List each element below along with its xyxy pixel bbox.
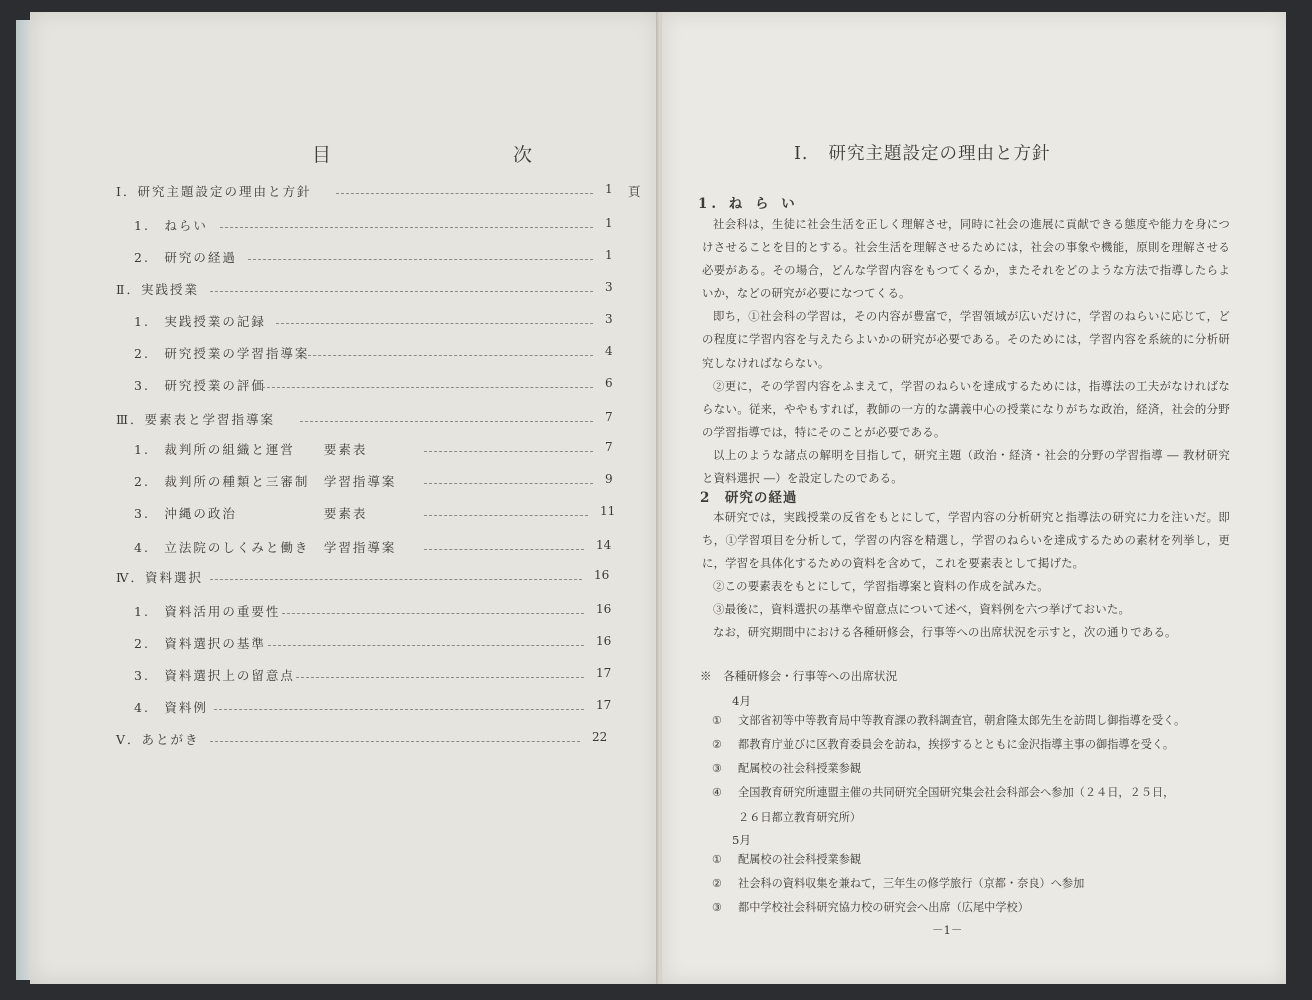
- toc-row: [134, 634, 674, 654]
- toc-page-number: 9: [605, 472, 613, 486]
- toc-leader-dots: [268, 645, 584, 646]
- toc-leader-dots: [210, 291, 593, 292]
- section-2-heading: 2 研究の経過: [700, 490, 798, 506]
- toc-label: 1. 実践授業の記録: [134, 314, 266, 329]
- toc-page-number: 1: [605, 248, 613, 262]
- list-item: [712, 872, 1084, 897]
- toc-page-number: 3: [605, 312, 613, 326]
- toc-leader-dots: [424, 515, 588, 516]
- toc-label: Ⅰ．研究主題設定の理由と方針: [116, 184, 312, 199]
- paragraph: 以上のような諸点の解明を目指して，研究主題（政治・経済・社会的分野の学習指導 ― 教材研究と資料選択 ―）を設定したのである。: [702, 447, 1230, 486]
- toc-page-number: 16: [596, 634, 612, 648]
- toc-label: 1. 裁判所の組織と運営 要素表: [134, 442, 368, 457]
- toc-leader-dots: [308, 355, 593, 356]
- item-text: 都教育庁並びに区教育委員会を訪ね，挨拶するとともに金沢指導主事の御指導を受く。: [738, 738, 1175, 751]
- toc-leader-dots: [424, 549, 584, 550]
- toc-page-number: 6: [605, 376, 613, 390]
- toc-label: 1. 資料活用の重要性: [134, 604, 281, 619]
- item-mark: ③: [712, 901, 723, 914]
- toc-leader-dots: [300, 421, 593, 422]
- toc-row: [116, 730, 656, 750]
- toc-page-number: 7: [605, 440, 613, 454]
- item-text: 文部省初等中等教育局中等教育課の教科調査官，朝倉隆太郎先生を訪問し御指導を受く。: [738, 714, 1186, 727]
- item-mark: ①: [712, 853, 723, 866]
- toc-leader-dots: [424, 483, 593, 484]
- item-mark: ③: [712, 762, 723, 775]
- list-item: [712, 733, 1174, 758]
- toc-row: [134, 216, 674, 236]
- toc-label: Ⅴ．あとがき: [116, 732, 200, 747]
- toc-label: 2. 研究の経過: [134, 250, 237, 265]
- toc-page-number: 14: [596, 538, 612, 552]
- toc-label: 3. 研究授業の評価: [134, 378, 266, 393]
- toc-label: 2. 資料選択の基準: [134, 636, 266, 651]
- toc-page-number: 17: [596, 666, 612, 680]
- toc-row: [134, 602, 674, 622]
- paragraph: ②更に，その学習内容をふまえて，学習のねらいを達成するためには，指導法の工夫がなければならない。従来，ややもすれば，教師の一方的な講義中心の授業になりがちな政治，経済，社会的分野の学習指導では，特にそのことが必要である。: [702, 378, 1230, 439]
- toc-label: 4. 立法院のしくみと働き 学習指導案: [134, 540, 397, 555]
- toc-row: [134, 344, 674, 364]
- toc-label: Ⅳ．資料選択: [116, 570, 203, 585]
- left-page-toc: [30, 12, 658, 984]
- list-item: [712, 896, 1029, 921]
- list-item: [712, 848, 861, 873]
- list-item: [712, 709, 1185, 734]
- month-april: 4月: [732, 694, 751, 708]
- item-text: 都中学校社会科研究協力校の研究会へ出席（広尾中学校）: [738, 901, 1029, 914]
- paragraph: なお，研究期間中における各種研修会，行事等への出席状況を示すと，次の通りである。: [713, 625, 1177, 640]
- toc-leader-dots: [214, 709, 584, 710]
- list-item: [712, 781, 1232, 830]
- paragraph: ③最後に，資料選択の基準や留意点について述べ，資料例を六つ挙げておいた。: [713, 602, 1131, 617]
- chapter-title: 研究主題設定の理由と方針: [828, 144, 1051, 164]
- toc-row: [134, 538, 674, 558]
- section-1-heading: 1. ね ら い: [698, 196, 799, 212]
- toc-leader-dots: [210, 741, 580, 742]
- toc-page-number: 16: [594, 568, 610, 582]
- toc-label: 1. ねらい: [134, 218, 208, 233]
- toc-page-number: 1: [605, 216, 613, 230]
- paragraph: ②この要素表をもとにして，学習指導案と資料の作成を試みた。: [713, 579, 1049, 594]
- item-text-continued: ２６日都立教育研究所）: [738, 810, 862, 824]
- toc-label: 3. 資料選択上の留意点: [134, 668, 295, 683]
- section-1-body: [702, 213, 1230, 490]
- toc-row: [116, 182, 656, 202]
- item-text: 全国教育研究所連盟主催の共同研究全国研究集会社会科部会へ参加（２４日，２５日，: [738, 786, 1175, 799]
- toc-row: [134, 248, 674, 268]
- toc-row: [134, 440, 674, 460]
- item-mark: ①: [712, 714, 723, 727]
- section-2-body: [702, 506, 1230, 645]
- item-text: 配属校の社会科授業参観: [738, 762, 862, 775]
- item-mark: ④: [712, 786, 723, 799]
- toc-leader-dots: [220, 227, 593, 228]
- toc-row: [116, 280, 656, 300]
- chapter-heading: [794, 140, 1050, 165]
- chapter-number: Ⅰ.: [794, 144, 809, 164]
- toc-leader-dots: [336, 193, 593, 194]
- paragraph: 本研究では，実践授業の反省をもとにして，学習内容の分析研究と指導法の研究に力を注いだ。即ち，①学習項目を分析して，学習の内容を精選し，学習のねらいを達成するための素材を列挙し，更に，学習を具体化するための資料を含めて，これを要素表として掲げた。: [702, 510, 1230, 571]
- toc-label: Ⅱ．実践授業: [116, 282, 199, 297]
- toc-page-number: 17: [596, 698, 612, 712]
- toc-page-number: 7: [605, 410, 613, 424]
- toc-row: [134, 666, 674, 686]
- toc-row: [134, 504, 674, 524]
- month-may: 5月: [732, 833, 751, 847]
- paragraph: 社会科は，生徒に社会生活を正しく理解させ，同時に社会の進展に貢献できる態度や能力を身につけさせることを目的とする。社会生活を理解させるためには，社会の事象や機能，原則を理解させる必要がある。その場合，どんな学習内容をもつてくるか，またそれをどのような方法で指導したらよいか，などの研究が必要になつてくる。: [702, 217, 1230, 301]
- right-page-body: [662, 12, 1286, 984]
- toc-page-number: 1: [605, 182, 613, 196]
- toc-leader-dots: [424, 451, 593, 452]
- toc-leader-dots: [210, 579, 582, 580]
- toc-row: [134, 698, 674, 718]
- toc-page-number: 4: [605, 344, 613, 358]
- toc-label: 3. 沖縄の政治 要素表: [134, 506, 368, 521]
- toc-row: [116, 410, 656, 430]
- toc-title: 目 次: [312, 144, 621, 166]
- toc-label: 2. 研究授業の学習指導案: [134, 346, 310, 361]
- toc-leader-dots: [276, 323, 593, 324]
- toc-leader-dots: [262, 387, 593, 388]
- toc-row: [134, 472, 674, 492]
- toc-label: 2. 裁判所の種類と三審制 学習指導案: [134, 474, 397, 489]
- item-mark: ②: [712, 738, 723, 751]
- toc-page-number: 22: [592, 730, 608, 744]
- toc-row: [134, 376, 674, 396]
- toc-page-number: 16: [596, 602, 612, 616]
- toc-leader-dots: [296, 677, 584, 678]
- toc-page-unit: 頁: [628, 184, 641, 199]
- toc-row: [116, 568, 656, 588]
- list-item: [712, 757, 861, 782]
- item-text: 社会科の資料収集を兼ねて，三年生の修学旅行（京都・奈良）へ参加: [738, 877, 1085, 890]
- item-text: 配属校の社会科授業参観: [738, 853, 862, 866]
- toc-page-number: 3: [605, 280, 613, 294]
- toc-leader-dots: [248, 259, 593, 260]
- toc-row: [134, 312, 674, 332]
- attendance-heading: ※ 各種研修会・行事等への出席状況: [700, 669, 898, 683]
- toc-label: 4. 資料例: [134, 700, 208, 715]
- toc-page-number: 11: [600, 504, 616, 518]
- page-number: －1－: [932, 923, 963, 937]
- paragraph: 即ち，①社会科の学習は，その内容が豊富で，学習領域が広いだけに，学習のねらいに応じて，どの程度に学習内容を与えたらよいかの研究が必要である。そのためには，学習内容を系統的に分析研究しなければならない。: [702, 309, 1230, 370]
- item-mark: ②: [712, 877, 723, 890]
- toc-leader-dots: [282, 613, 584, 614]
- toc-label: Ⅲ．要素表と学習指導案: [116, 412, 276, 427]
